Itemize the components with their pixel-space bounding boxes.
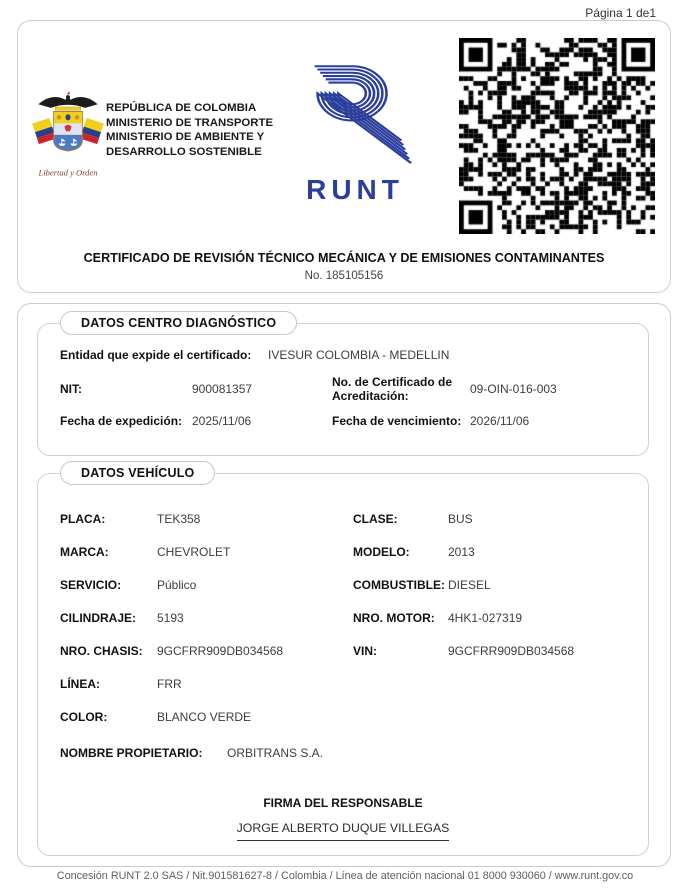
runt-logo <box>290 57 420 206</box>
nro-chasis-label: NRO. CHASIS: <box>60 644 143 658</box>
nit-value: 900081357 <box>192 382 253 396</box>
owner-value: ORBITRANS S.A. <box>227 746 324 760</box>
ministry-line: DESARROLLO SOSTENIBLE <box>106 145 262 158</box>
accreditation-value: 09-OIN-016-003 <box>470 382 557 396</box>
placa-value: TEK358 <box>157 512 201 526</box>
placa-label: PLACA: <box>60 512 106 526</box>
servicio-value: Público <box>157 578 197 592</box>
diagnostic-center-section-title: DATOS CENTRO DIAGNÓSTICO <box>60 311 297 335</box>
modelo-value: 2013 <box>448 545 475 559</box>
accreditation-label: No. de Certificado de Acreditación: <box>332 375 453 403</box>
nit-label: NIT: <box>60 382 82 396</box>
certificate-title: CERTIFICADO DE REVISIÓN TÉCNICO MECÁNICA Y DE EMISIONES CONTAMINANTES <box>83 251 605 265</box>
color-label: COLOR: <box>60 710 108 724</box>
body-box <box>17 303 671 867</box>
signature-title: FIRMA DEL RESPONSABLE <box>263 796 423 810</box>
runt-r-icon <box>291 57 419 167</box>
vehicle-section-title: DATOS VEHÍCULO <box>60 461 215 485</box>
expiry-date-label: Fecha de vencimiento: <box>332 414 462 428</box>
issue-date-label: Fecha de expedición: <box>60 414 183 428</box>
vin-label: VIN: <box>353 644 377 658</box>
cilindraje-label: CILINDRAJE: <box>60 611 137 625</box>
owner-label: NOMBRE PROPIETARIO: <box>60 746 203 760</box>
diagnostic-center-fields <box>60 348 630 428</box>
signature-block <box>38 796 648 841</box>
nro-chasis-value: 9GCFRR909DB034568 <box>157 644 284 658</box>
clase-value: BUS <box>448 512 473 526</box>
diagnostic-center-section <box>37 316 649 456</box>
clase-label: CLASE: <box>353 512 398 526</box>
cilindraje-value: 5193 <box>157 611 184 625</box>
footer-text: Concesión RUNT 2.0 SAS / Nit.901581627-8 / Colombia / Línea de atención nacional 01 8000 930060 / www.runt.gov.co <box>56 870 634 882</box>
marca-label: MARCA: <box>60 545 109 559</box>
signature-name: JORGE ALBERTO DUQUE VILLEGAS <box>236 821 450 835</box>
signature-line <box>237 840 449 841</box>
linea-value: FRR <box>157 677 182 691</box>
modelo-label: MODELO: <box>353 545 410 559</box>
colombia-coat-of-arms-icon <box>32 87 104 181</box>
combustible-value: DIESEL <box>448 578 491 592</box>
marca-value: CHEVROLET <box>157 545 231 559</box>
linea-label: LÍNEA: <box>60 677 100 691</box>
ministry-text <box>106 101 273 159</box>
header-box <box>17 20 671 293</box>
servicio-label: SERVICIO: <box>60 578 122 592</box>
coat-of-arms-motto: Libertad y Orden <box>38 167 98 178</box>
ministry-line: MINISTERIO DE TRANSPORTE <box>106 116 274 129</box>
vehicle-fields <box>60 512 630 743</box>
entity-value: IVESUR COLOMBIA - MEDELLIN <box>268 348 450 362</box>
ministry-line: REPÚBLICA DE COLOMBIA <box>106 102 257 114</box>
owner-row <box>60 746 323 760</box>
combustible-label: COMBUSTIBLE: <box>353 578 445 592</box>
runt-wordmark: RUNT <box>306 174 404 205</box>
entity-label: Entidad que expide el certificado: <box>60 348 252 362</box>
vin-value: 9GCFRR909DB034568 <box>448 644 575 658</box>
expiry-date-value: 2026/11/06 <box>470 414 530 428</box>
nro-motor-value: 4HK1-027319 <box>448 611 523 625</box>
page-number: Página 1 de1 <box>585 6 656 20</box>
vehicle-section <box>37 466 649 856</box>
nro-motor-label: NRO. MOTOR: <box>353 611 435 625</box>
certificate-number: No. 185105156 <box>304 270 384 282</box>
qr-code <box>459 38 655 234</box>
ministry-line: MINISTERIO DE AMBIENTE Y <box>106 131 265 144</box>
color-value: BLANCO VERDE <box>157 710 252 724</box>
issue-date-value: 2025/11/06 <box>192 414 252 428</box>
